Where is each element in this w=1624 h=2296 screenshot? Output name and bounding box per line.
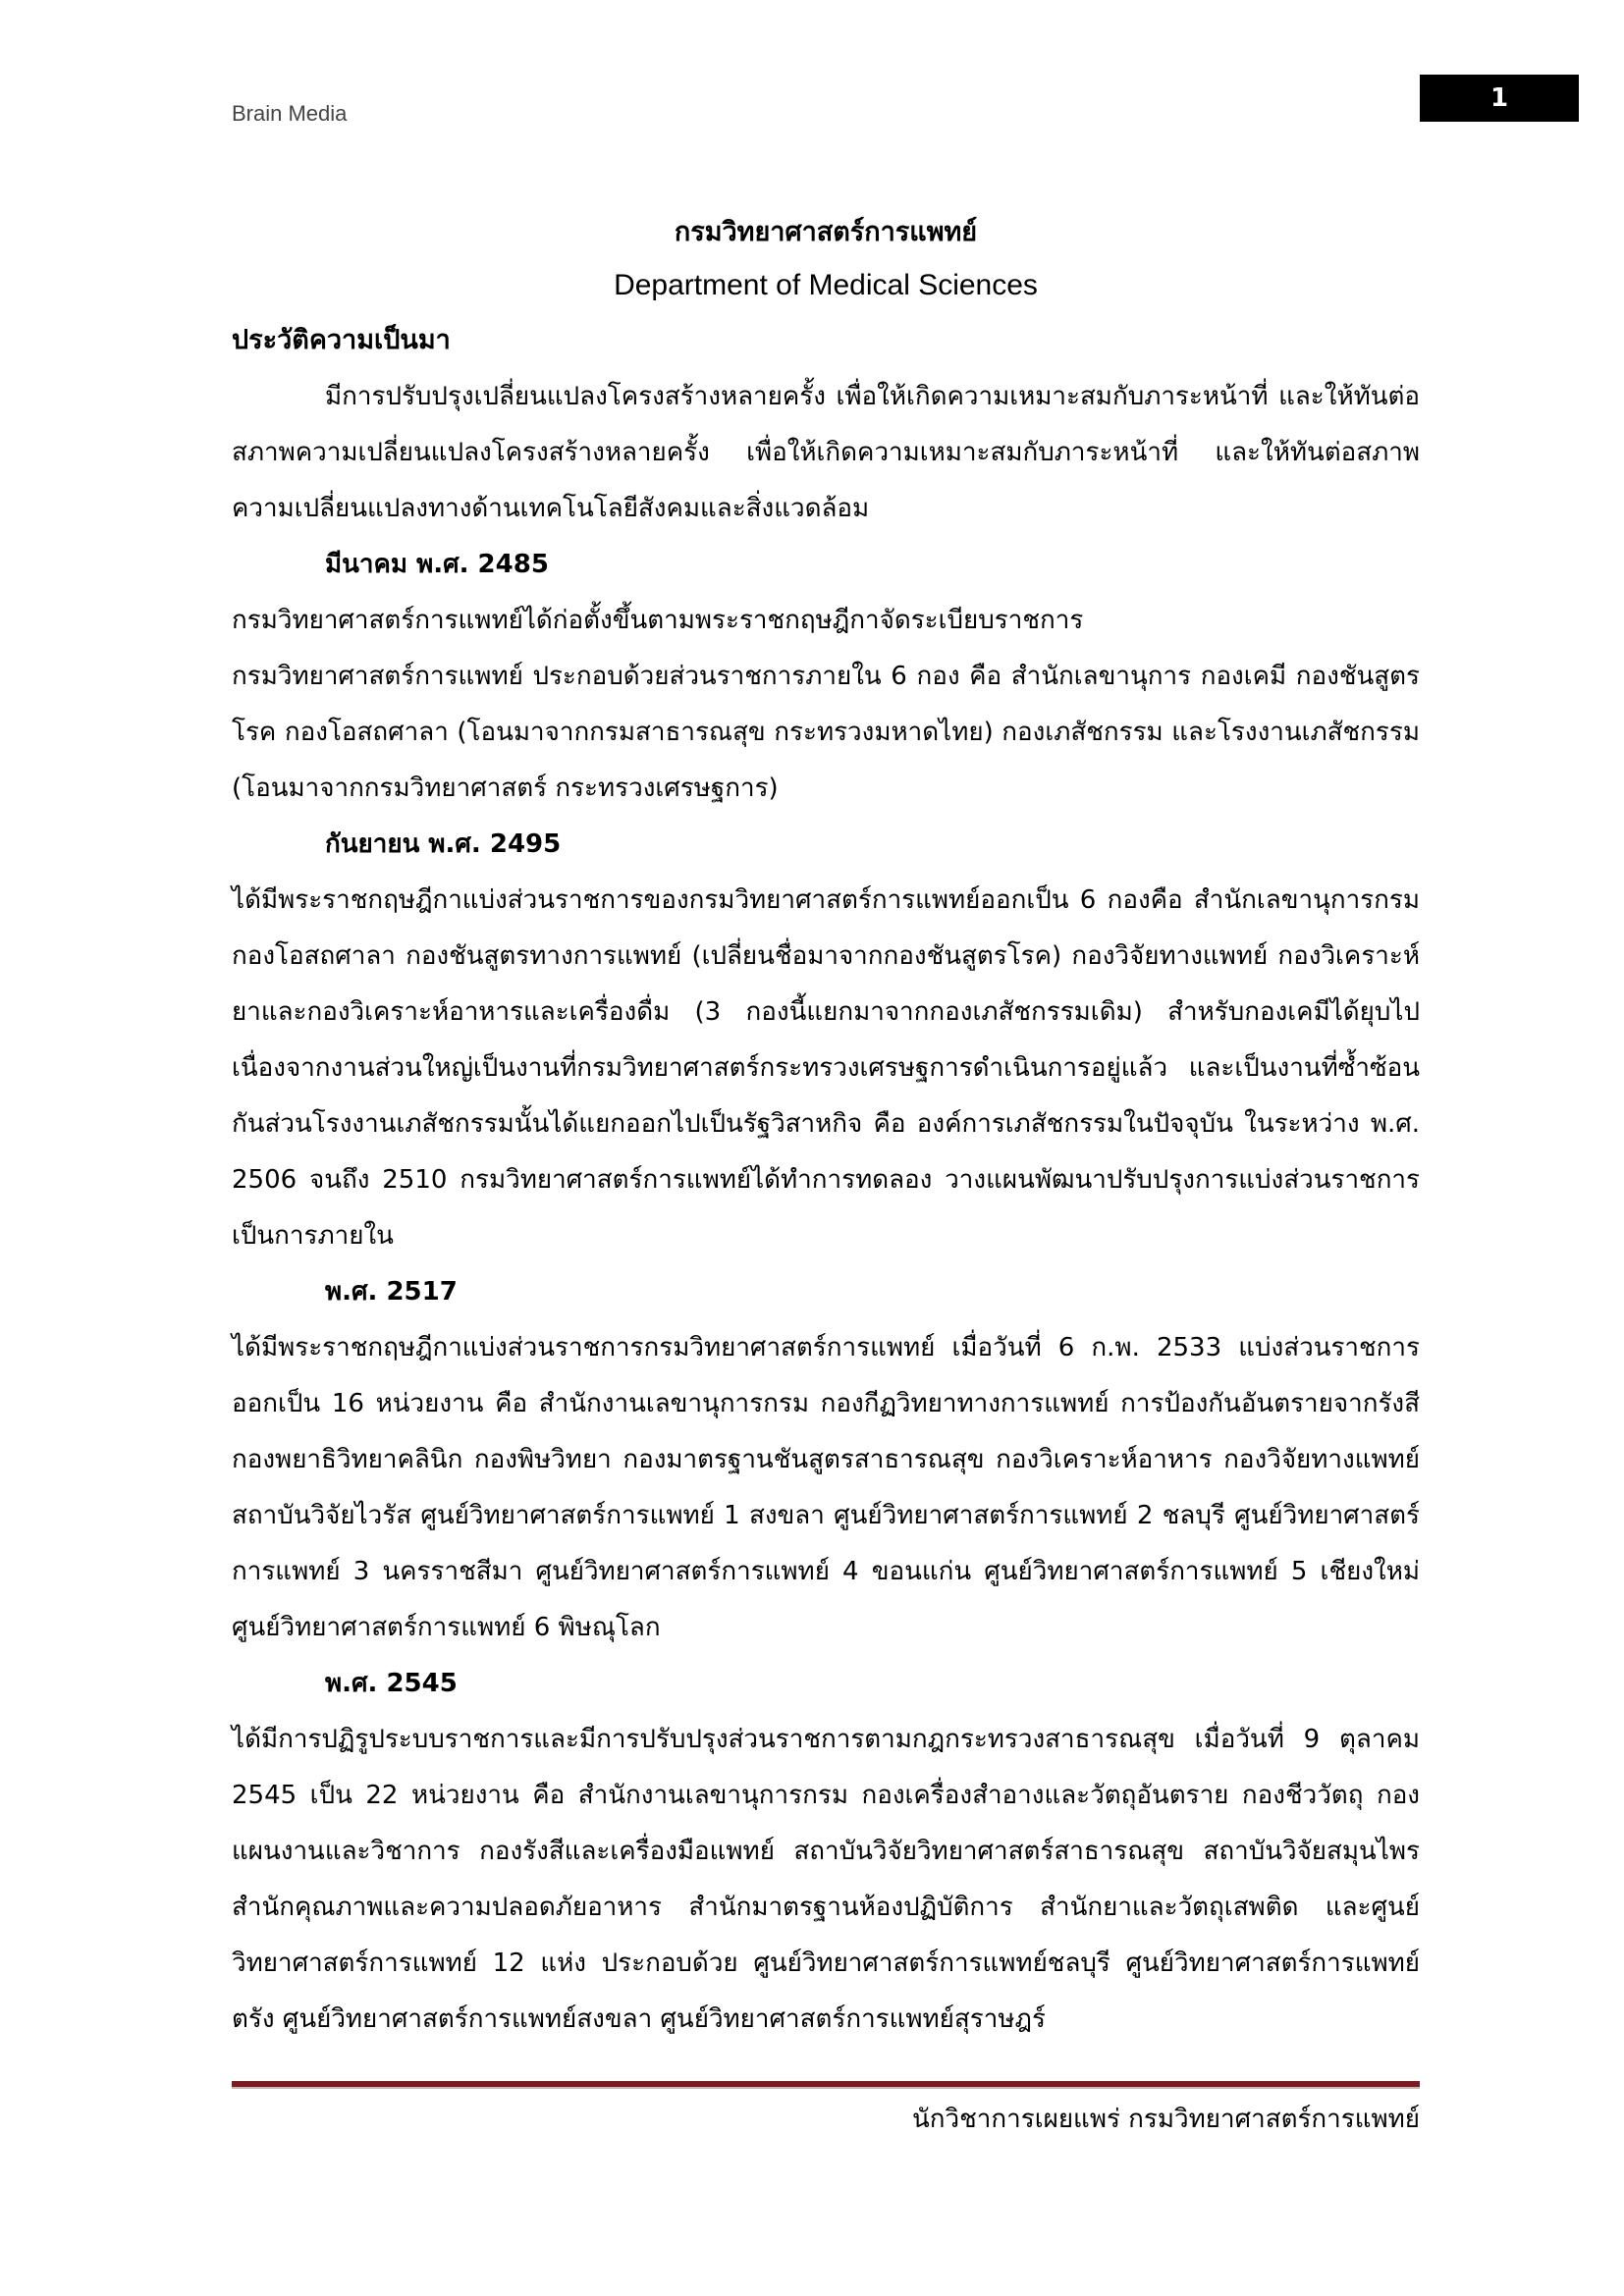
document-title-english: Department of Medical Sciences	[614, 269, 1038, 301]
body-paragraph: ได้มีพระราชกฤษฎีกาแบ่งส่วนราชการของกรมวิทยาศาสตร์การแพทย์ออกเป็น 6 กองคือ สำนักเลขานุการกรม กองโอสถศาลา กองชันสูตรทางการแพทย์ (เปลี่ยนชื่อมาจากกองชันสูตรโรค) กองวิจัยทางแพทย์ กองวิเคราะห์ยาและกองวิเคราะห์อาหารและเครื่องดื่ม (3 กองนี้แยกมาจากกองเภสัชกรรมเดิม) สำหรับกองเคมีได้ยุบไป เนื่องจากงานส่วนใหญ่เป็นงานที่กรมวิทยาศาสตร์กระทรวงเศรษฐการดำเนินการอยู่แล้ว และเป็นงานที่ซ้ำซ้อนกันส่วนโรงงานเภสัชกรรมนั้นได้แยกออกไปเป็นรัฐวิสาหกิจ คือ องค์การเภสัชกรรมในปัจจุบัน ในระหว่าง พ.ศ. 2506 จนถึง 2510 กรมวิทยาศาสตร์การแพทย์ได้ทำการทดลอง วางแผนพัฒนาปรับปรุงการแบ่งส่วนราชการเป็นการภายใน	[232, 885, 1420, 1251]
body-paragraph: กรมวิทยาศาสตร์การแพทย์ ประกอบด้วยส่วนราชการภายใน 6 กอง คือ สำนักเลขานุการ กองเคมี กองชันสูตรโรค กองโอสถศาลา (โอนมาจากกรมสาธารณสุข กระทรวงมหาดไทย) กองเภสัชกรรม และโรงงานเภสัชกรรม (โอนมาจากกรมวิทยาศาสตร์ กระทรวงเศรษฐการ)	[232, 662, 1420, 803]
section-heading-history: ประวัติความเป็นมา	[232, 325, 451, 355]
date-heading: มีนาคม พ.ศ. 2485	[325, 550, 549, 579]
body-paragraph: ได้มีการปฏิรูประบบราชการและมีการปรับปรุงส่วนราชการตามกฎกระทรวงสาธารณสุข เมื่อวันที่ 9 ตุลาคม 2545 เป็น 22 หน่วยงาน คือ สำนักงานเลขานุการกรม กองเครื่องสำอางและวัตถุอันตราย กองชีววัตถุ กองแผนงานและวิชาการ กองรังสีและเครื่องมือแพทย์ สถาบันวิจัยวิทยาศาสตร์สาธารณสุข สถาบันวิจัยสมุนไพร สำนักคุณภาพและความปลอดภัยอาหาร สำนักมาตรฐานห้องปฏิบัติการ สำนักยาและวัตถุเสพติด และศูนย์วิทยาศาสตร์การแพทย์ 12 แห่ง ประกอบด้วย ศูนย์วิทยาศาสตร์การแพทย์ชลบุรี ศูนย์วิทยาศาสตร์การแพทย์ตรัง ศูนย์วิทยาศาสตร์การแพทย์สงขลา ศูนย์วิทยาศาสตร์การแพทย์สุราษฎร์	[232, 1725, 1420, 2034]
body-paragraph: กรมวิทยาศาสตร์การแพทย์ได้ก่อตั้งขึ้นตามพระราชกฤษฎีกาจัดระเบียบราชการ	[232, 606, 1084, 635]
body-paragraph: ได้มีพระราชกฤษฎีกาแบ่งส่วนราชการกรมวิทยาศาสตร์การแพทย์ เมื่อวันที่ 6 ก.พ. 2533 แบ่งส่วนราชการออกเป็น 16 หน่วยงาน คือ สำนักงานเลขานุการกรม กองกีฏวิทยาทางการแพทย์ การป้องกันอันตรายจากรังสี กองพยาธิวิทยาคลินิก กองพิษวิทยา กองมาตรฐานชันสูตรสาธารณสุข กองวิเคราะห์อาหาร กองวิจัยทางแพทย์ สถาบันวิจัยไวรัส ศูนย์วิทยาศาสตร์การแพทย์ 1 สงขลา ศูนย์วิทยาศาสตร์การแพทย์ 2 ชลบุรี ศูนย์วิทยาศาสตร์การแพทย์ 3 นครราชสีมา ศูนย์วิทยาศาสตร์การแพทย์ 4 ขอนแก่น ศูนย์วิทยาศาสตร์การแพทย์ 5 เชียงใหม่ ศูนย์วิทยาศาสตร์การแพทย์ 6 พิษณุโลก	[232, 1333, 1420, 1642]
date-heading: กันยายน พ.ศ. 2495	[325, 829, 562, 859]
date-heading: พ.ศ. 2545	[325, 1669, 458, 1698]
footer-text: นักวิชาการเผยแพร่ กรมวิทยาศาสตร์การแพทย์	[912, 2105, 1420, 2134]
date-heading: พ.ศ. 2517	[325, 1277, 458, 1307]
intro-paragraph: มีการปรับปรุงเปลี่ยนแปลงโครงสร้างหลายครั้ง เพื่อให้เกิดความเหมาะสมกับภาระหน้าที่ และให้ทันต่อสภาพความเปลี่ยนแปลงโครงสร้างหลายครั้ง เพื่อให้เกิดความเหมาะสมกับภาระหน้าที่ และให้ทันต่อสภาพความเปลี่ยนแปลงทางด้านเทคโนโลยีสังคมและสิ่งแวดล้อม	[232, 382, 1420, 523]
footer-divider	[232, 2081, 1420, 2089]
document-body	[232, 196, 1420, 2048]
page-number-badge: 1	[1420, 75, 1579, 122]
document-title-thai: กรมวิทยาศาสตร์การแพทย์	[674, 217, 978, 247]
header-brand: Brain Media	[232, 101, 348, 126]
